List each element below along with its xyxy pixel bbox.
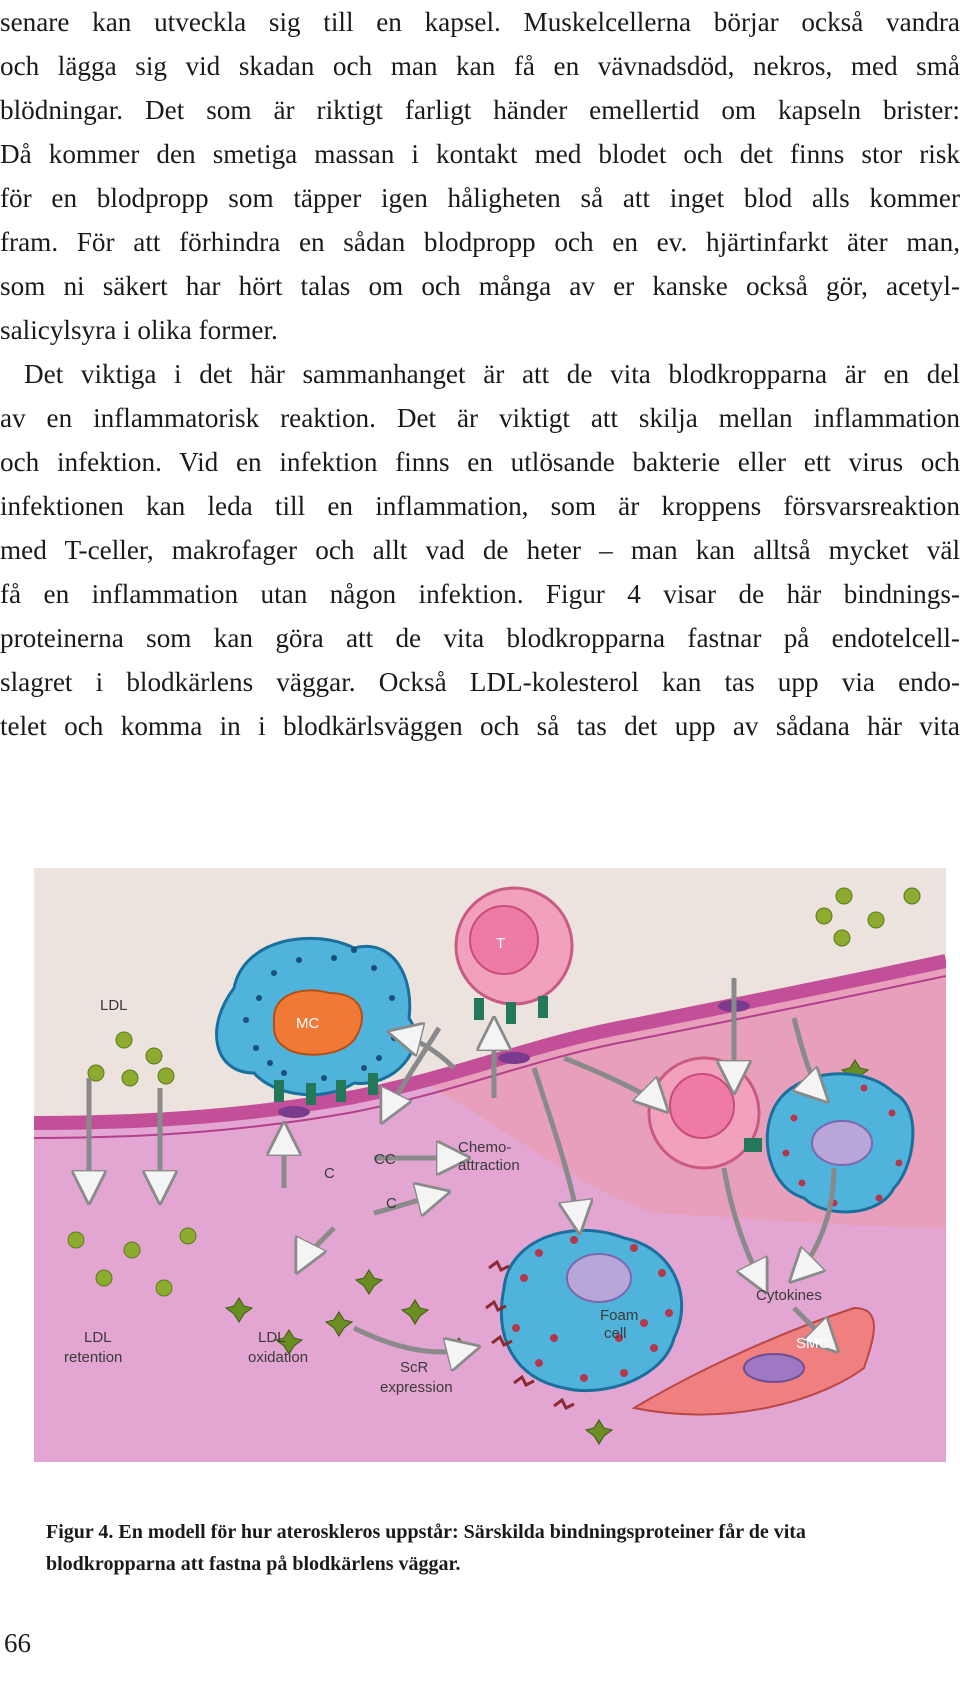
label-foam-1: Foam (600, 1307, 639, 1324)
text-line: infektionen kan leda till en inflammation, som är kroppens försvarsreaktion (0, 491, 960, 521)
label-ldl-oxidation-1: LDL (258, 1329, 286, 1346)
endothelial-nucleus (278, 1106, 310, 1118)
text-line: av en inflammatorisk reaktion. Det är viktigt att skilja mellan inflammation (0, 403, 960, 433)
text-line: och lägga sig vid skadan och man kan få en vävnadsdöd, nekros, med små (0, 51, 960, 81)
atherosclerosis-illustration (34, 868, 946, 1462)
text-line: för en blodpropp som täpper igen håligheten så att inget blod alls kommer (0, 183, 960, 213)
text-line: och infektion. Vid en infektion finns en utlösande bakterie eller ett virus och (0, 447, 960, 477)
text-line: salicylsyra i olika former. (0, 315, 278, 345)
label-cc: CC (374, 1151, 396, 1168)
text-line: Det viktiga i det här sammanhanget är att de vita blodkropparna är en del (24, 359, 960, 389)
figure-caption-line-2: blodkropparna att fastna på blodkärlens väggar. (46, 1553, 461, 1575)
text-line: med T-celler, makrofager och allt vad de heter – man kan alltså mycket väl (0, 535, 960, 565)
text-line: blödningar. Det som är riktigt farligt händer emellertid om kapseln brister: (0, 95, 960, 125)
figure-label: Figur 4. (46, 1521, 114, 1543)
label-c1: C (324, 1165, 335, 1182)
macrophage (767, 1074, 913, 1212)
label-smc: SMC (796, 1335, 830, 1352)
label-scr-2: expression (380, 1379, 453, 1396)
text-line: slagret i blodkärlens väggar. Också LDL-kolesterol kan tas upp via endo- (0, 667, 960, 697)
label-foam-2: cell (604, 1325, 627, 1342)
text-line: fram. För att förhindra en sådan blodpropp och en ev. hjärtinfarkt äter man, (0, 227, 960, 257)
label-ldl-oxidation-2: oxidation (248, 1349, 309, 1366)
label-cytokines: Cytokines (756, 1287, 822, 1304)
text-line: som ni säkert har hört talas om och många av er kanske också gör, acetyl- (0, 271, 960, 301)
label-scr-1: ScR (400, 1359, 429, 1376)
page-number: 66 (4, 1628, 31, 1658)
transmigrating-cell (649, 1058, 762, 1168)
caption-text: En modell för hur ateroskleros uppstår: Särskilda bindningsproteiner får de vita (113, 1521, 806, 1543)
label-c2: C (386, 1195, 397, 1212)
label-ldl-retention-2: retention (64, 1349, 123, 1366)
text-line: få en inflammation utan någon infektion. Figur 4 visar de här bindnings- (0, 579, 960, 609)
label-ldl-retention-1: LDL (84, 1329, 112, 1346)
endothelial-nucleus (498, 1052, 530, 1064)
label-t: T (496, 935, 506, 952)
text-line: Då kommer den smetiga massan i kontakt med blodet och det finns stor risk (0, 139, 960, 169)
atherosclerosis-figure (34, 868, 946, 1462)
text-line: proteinerna som kan göra att de vita blodkropparna fastnar på endotelcell- (0, 623, 960, 653)
text-line: telet och komma in i blodkärlsväggen och så tas det upp av sådana här vita (0, 711, 960, 741)
label-chemo-1: Chemo- (458, 1139, 512, 1156)
figure-caption-line-1 (46, 1516, 946, 1548)
text-line: senare kan utveckla sig till en kapsel. Muskelcellerna börjar också vandra (0, 7, 960, 37)
label-mc: MC (296, 1015, 320, 1032)
label-ldl: LDL (100, 997, 128, 1014)
label-chemo-2: attraction (458, 1157, 520, 1174)
